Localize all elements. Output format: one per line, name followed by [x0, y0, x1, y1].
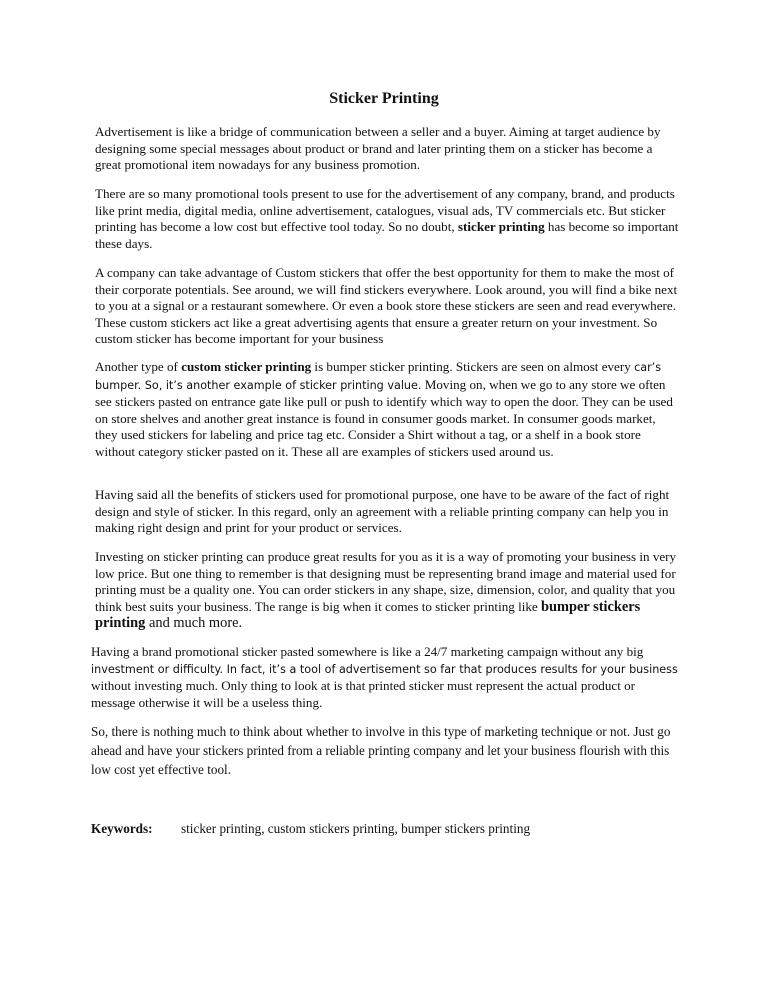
paragraph-3: A company can take advantage of Custom stickers that offer the best opportunity for them to make the most of their corporate potentials. See around, we will find stickers everywhere. Look around, you will find a bike next to you at a signal or a restaurant somewhere. Or even a book store these stickers are seen and read everywhere. These custom stickers act like a great advertising agents that ensure a greater return on your investment. So custom sticker has become important for your business [95, 265, 678, 347]
paragraph-4 [95, 359, 680, 461]
paragraph-4-bold: custom sticker printing [181, 359, 312, 374]
paragraph-4-text-mid: is bumper sticker printing. Stickers are seen on almost every [311, 359, 635, 374]
paragraph-6-bold: bumper stickers printing [95, 598, 641, 632]
paragraph-4-text-end: Moving on, when we go to any store we often see stickers pasted on entrance gate like pull or push to identify which way to open the door. They can be used on store shelves and another great instance is found in consumer goods market. In consumer goods market, they used stickers for labeling and price tag etc. Consider a Shirt without a tag, or a shelf in a book store without category sticker pasted on it. These all are examples of stickers used around us. [95, 376, 673, 459]
paragraph-2-bold: sticker printing [457, 219, 545, 235]
paragraph-7-alt-font-text: investment or difficulty. In fact, it’s a tool of advertisement so far that produces results for your business [91, 662, 678, 676]
paragraph-6-text-end: and much more. [145, 615, 243, 632]
paragraph-1: Advertisement is like a bridge of communication between a seller and a buyer. Aiming at target audience by designing some special messages about product or brand and later printing them on a sticker has become a great promotional item nowadays for any business promotion. [95, 124, 661, 173]
keywords-label: Keywords: [91, 821, 153, 836]
document-title: Sticker Printing [329, 90, 439, 107]
paragraph-6-text: Investing on sticker printing can produce great results for you as it is a way of promoting your business in very low price. But one thing to remember is that designing must be representing brand image and material used for printing must be a quality one. You can order stickers in any shape, size, dimension, color, and quality that you think best suits your business. The range is big when it comes to sticker printing like [95, 549, 677, 614]
paragraph-4-text: Another type of [95, 359, 182, 374]
keywords-line [91, 821, 530, 837]
paragraph-7 [91, 644, 681, 711]
paragraph-2-text: There are so many promotional tools present to use for the advertisement of any company, brand, and products like print media, digital media, online advertisement, catalogues, visual ads, TV commercials etc. But sticker printing has become a low cost but effective tool today. So no doubt, [95, 186, 675, 235]
keywords-value: sticker printing, custom stickers printing, bumper stickers printing [181, 821, 531, 836]
paragraph-7-text: Having a brand promotional sticker pasted somewhere is like a 24/7 marketing campaign without any big [91, 644, 644, 659]
paragraph-6 [95, 549, 680, 632]
paragraph-5: Having said all the benefits of stickers used for promotional purpose, one have to be aware of the fact of right design and style of sticker. In this regard, only an agreement with a reliable printing company can help you in making right design and print for your product or services. [95, 487, 670, 536]
paragraph-8: So, there is nothing much to think about whether to involve in this type of marketing technique or not. Just go ahead and have your stickers printed from a reliable printing company and let your business flourish with this low cost yet effective tool. [91, 724, 671, 777]
paragraph-2-text-end: has become so important these days. [95, 219, 679, 251]
paragraph-2 [95, 186, 680, 252]
paragraph-7-text-end: without investing much. Only thing to look at is that printed sticker must represent the actual product or message otherwise it will be a useless thing. [91, 678, 636, 710]
paragraph-4-alt-font-text: car’s bumper. So, it’s another example of sticker printing value. [95, 361, 662, 392]
